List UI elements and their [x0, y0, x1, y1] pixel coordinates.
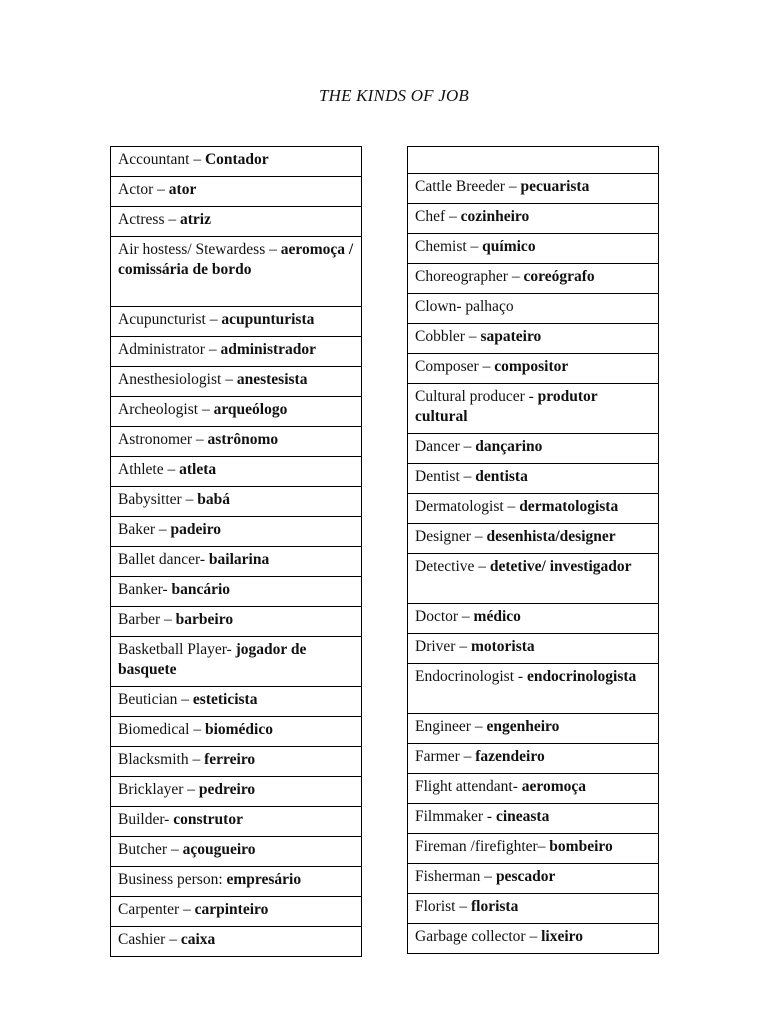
- job-english: Air hostess/ Stewardess –: [118, 241, 277, 258]
- job-portuguese: construtor: [173, 811, 243, 828]
- job-portuguese: desenhista/designer: [486, 528, 616, 545]
- job-entry: [111, 147, 362, 177]
- job-english: Clown- palhaço: [415, 298, 514, 315]
- table-row: [408, 634, 659, 664]
- job-entry: [111, 807, 362, 837]
- table-row: [111, 367, 362, 397]
- table-row: [111, 307, 362, 337]
- job-portuguese: lixeiro: [541, 928, 583, 945]
- job-entry: [408, 834, 659, 864]
- table-row: [111, 487, 362, 517]
- left-job-table: [110, 146, 362, 957]
- job-portuguese: atleta: [179, 461, 217, 478]
- job-english: Ballet dancer-: [118, 551, 206, 568]
- job-english: Garbage collector –: [415, 928, 538, 945]
- job-entry: [408, 634, 659, 664]
- job-portuguese: padeiro: [170, 521, 222, 538]
- job-english: Dentist –: [415, 468, 472, 485]
- job-english: Babysitter –: [118, 491, 194, 508]
- job-english: Carpenter –: [118, 901, 191, 918]
- job-english: Dancer –: [415, 438, 472, 455]
- job-english: Doctor –: [415, 608, 470, 625]
- table-row: [408, 554, 659, 604]
- job-portuguese: dançarino: [475, 438, 543, 455]
- job-entry: [408, 354, 659, 384]
- job-entry: [111, 547, 362, 577]
- job-portuguese: atriz: [180, 211, 211, 228]
- job-english: Bricklayer –: [118, 781, 196, 798]
- job-portuguese: empresário: [226, 871, 302, 888]
- job-portuguese: cozinheiro: [460, 208, 530, 225]
- table-row: [408, 174, 659, 204]
- job-entry: [111, 867, 362, 897]
- right-job-table: [407, 146, 659, 954]
- job-portuguese: arqueólogo: [213, 401, 288, 418]
- table-row: [408, 834, 659, 864]
- table-row: [408, 924, 659, 954]
- job-portuguese: aeromoça / comissária de bordo: [118, 241, 354, 278]
- job-entry: [408, 174, 659, 204]
- job-english: Blacksmith –: [118, 751, 201, 768]
- job-portuguese: cineasta: [495, 808, 550, 825]
- table-row: [111, 207, 362, 237]
- job-portuguese: dermatologista: [519, 498, 619, 515]
- job-english: Basketball Player-: [118, 641, 232, 658]
- table-row: [111, 427, 362, 457]
- job-english: Athlete –: [118, 461, 176, 478]
- table-row: [111, 607, 362, 637]
- job-portuguese: bailarina: [208, 551, 270, 568]
- job-portuguese: pecuarista: [520, 178, 590, 195]
- job-entry: [408, 604, 659, 634]
- table-row: [408, 494, 659, 524]
- job-entry: [111, 837, 362, 867]
- job-portuguese: ator: [168, 181, 197, 198]
- job-portuguese: astrônomo: [207, 431, 279, 448]
- job-entry: [111, 177, 362, 207]
- job-entry: [111, 487, 362, 517]
- job-portuguese: detetive/ investigador: [489, 558, 632, 575]
- job-portuguese: acupunturista: [221, 311, 315, 328]
- job-english: Cobbler –: [415, 328, 477, 345]
- job-entry: [111, 777, 362, 807]
- job-entry: [111, 457, 362, 487]
- table-row: [111, 747, 362, 777]
- job-entry: [111, 687, 362, 717]
- job-entry: [111, 397, 362, 427]
- job-english: Composer –: [415, 358, 491, 375]
- table-row: [408, 294, 659, 324]
- table-row: [111, 927, 362, 957]
- table-row: [111, 547, 362, 577]
- job-portuguese: florista: [470, 898, 519, 915]
- job-entry: [111, 717, 362, 747]
- job-english: Anesthesiologist –: [118, 371, 233, 388]
- page-title: THE KINDS OF JOB: [318, 86, 470, 105]
- job-english: Actor –: [118, 181, 165, 198]
- job-portuguese: esteticista: [192, 691, 258, 708]
- table-row: [408, 894, 659, 924]
- job-english: Florist –: [415, 898, 468, 915]
- job-english: Engineer –: [415, 718, 483, 735]
- table-row: [111, 867, 362, 897]
- job-portuguese: barbeiro: [175, 611, 234, 628]
- table-row: [408, 264, 659, 294]
- job-english: Fireman /firefighter–: [415, 838, 546, 855]
- job-portuguese: caixa: [180, 931, 216, 948]
- job-entry: [408, 464, 659, 494]
- table-row: [111, 337, 362, 367]
- job-entry: [111, 897, 362, 927]
- job-portuguese: aeromoça: [521, 778, 587, 795]
- table-row: [408, 324, 659, 354]
- job-portuguese: motorista: [470, 638, 535, 655]
- job-english: Cattle Breeder –: [415, 178, 517, 195]
- job-portuguese: jogador de basquete: [118, 641, 307, 678]
- job-english: Astronomer –: [118, 431, 204, 448]
- table-row: [408, 384, 659, 434]
- table-row: [408, 147, 659, 174]
- job-portuguese: administrador: [220, 341, 317, 358]
- table-row: [111, 637, 362, 687]
- job-english: Endocrinologist -: [415, 668, 524, 685]
- table-row: [111, 457, 362, 487]
- table-row: [111, 897, 362, 927]
- job-english: Beutician –: [118, 691, 190, 708]
- job-english: Baker –: [118, 521, 167, 538]
- job-entry: [111, 607, 362, 637]
- job-english: Detective –: [415, 558, 487, 575]
- job-portuguese: babá: [197, 491, 230, 508]
- table-row: [408, 204, 659, 234]
- table-row: [111, 837, 362, 867]
- job-portuguese: dentista: [475, 468, 528, 485]
- job-entry: [111, 307, 362, 337]
- job-entry: [111, 747, 362, 777]
- job-entry: [408, 554, 659, 604]
- job-portuguese: biomédico: [204, 721, 273, 738]
- job-entry: [408, 664, 659, 714]
- job-entry: [111, 637, 362, 687]
- table-row: [111, 177, 362, 207]
- job-entry: [408, 924, 659, 954]
- job-entry: [408, 774, 659, 804]
- table-row: [111, 687, 362, 717]
- job-english: Acupuncturist –: [118, 311, 218, 328]
- job-english: Biomedical –: [118, 721, 202, 738]
- job-entry: [408, 434, 659, 464]
- job-portuguese: bancário: [171, 581, 231, 598]
- job-english: Business person:: [118, 871, 223, 888]
- job-entry: [408, 204, 659, 234]
- job-entry: [408, 234, 659, 264]
- job-portuguese: engenheiro: [486, 718, 560, 735]
- job-portuguese: endocrinologista: [526, 668, 637, 685]
- job-portuguese: anestesista: [236, 371, 308, 388]
- job-english: Fisherman –: [415, 868, 493, 885]
- job-portuguese: químico: [482, 238, 536, 255]
- job-english: Archeologist –: [118, 401, 210, 418]
- job-portuguese: ferreiro: [204, 751, 256, 768]
- job-english: Dermatologist –: [415, 498, 516, 515]
- table-row: [408, 744, 659, 774]
- job-english: Flight attendant-: [415, 778, 518, 795]
- job-entry: [111, 367, 362, 397]
- table-row: [408, 604, 659, 634]
- job-portuguese: médico: [473, 608, 521, 625]
- job-entry: [111, 577, 362, 607]
- table-row: [111, 777, 362, 807]
- table-row: [408, 234, 659, 264]
- job-portuguese: Contador: [204, 151, 269, 168]
- job-entry: [408, 294, 659, 324]
- job-entry: [408, 384, 659, 434]
- job-entry: [111, 927, 362, 957]
- table-row: [408, 434, 659, 464]
- job-entry: [408, 264, 659, 294]
- table-row: [408, 804, 659, 834]
- job-entry: [408, 744, 659, 774]
- table-row: [111, 147, 362, 177]
- table-row: [408, 354, 659, 384]
- table-row: [408, 664, 659, 714]
- table-row: [111, 397, 362, 427]
- job-portuguese: açougueiro: [182, 841, 256, 858]
- job-portuguese: produtor cultural: [415, 388, 598, 425]
- job-entry: [408, 894, 659, 924]
- job-english: Cashier –: [118, 931, 177, 948]
- job-english: Chemist –: [415, 238, 479, 255]
- table-row: [408, 864, 659, 894]
- job-entry: [111, 517, 362, 547]
- job-english: Choreographer –: [415, 268, 520, 285]
- job-english: Administrator –: [118, 341, 217, 358]
- job-english: Driver –: [415, 638, 468, 655]
- table-row: [408, 774, 659, 804]
- job-english: Banker-: [118, 581, 168, 598]
- job-entry: [408, 804, 659, 834]
- table-row: [111, 717, 362, 747]
- job-portuguese: pedreiro: [198, 781, 256, 798]
- table-row: [111, 237, 362, 307]
- job-entry: [111, 207, 362, 237]
- job-portuguese: bombeiro: [549, 838, 613, 855]
- job-english: Cultural producer -: [415, 388, 534, 405]
- table-row: [408, 524, 659, 554]
- table-row: [408, 464, 659, 494]
- job-entry: [111, 337, 362, 367]
- job-entry: [408, 324, 659, 354]
- job-portuguese: compositor: [494, 358, 569, 375]
- table-row: [408, 714, 659, 744]
- job-entry: [111, 427, 362, 457]
- job-english: Accountant –: [118, 151, 202, 168]
- job-entry: [408, 147, 659, 174]
- job-english: Builder-: [118, 811, 170, 828]
- job-entry: [408, 714, 659, 744]
- table-row: [111, 807, 362, 837]
- job-english: Actress –: [118, 211, 177, 228]
- job-english: Barber –: [118, 611, 172, 628]
- table-row: [111, 517, 362, 547]
- job-entry: [111, 237, 362, 307]
- job-portuguese: coreógrafo: [523, 268, 595, 285]
- job-entry: [408, 494, 659, 524]
- table-row: [111, 577, 362, 607]
- job-english: Designer –: [415, 528, 483, 545]
- job-portuguese: carpinteiro: [194, 901, 269, 918]
- job-portuguese: sapateiro: [480, 328, 542, 345]
- job-english: Farmer –: [415, 748, 472, 765]
- job-portuguese: pescador: [495, 868, 556, 885]
- job-entry: [408, 864, 659, 894]
- job-entry: [408, 524, 659, 554]
- job-english: Filmmaker -: [415, 808, 493, 825]
- job-english: Butcher –: [118, 841, 179, 858]
- job-english: Chef –: [415, 208, 457, 225]
- job-portuguese: fazendeiro: [475, 748, 545, 765]
